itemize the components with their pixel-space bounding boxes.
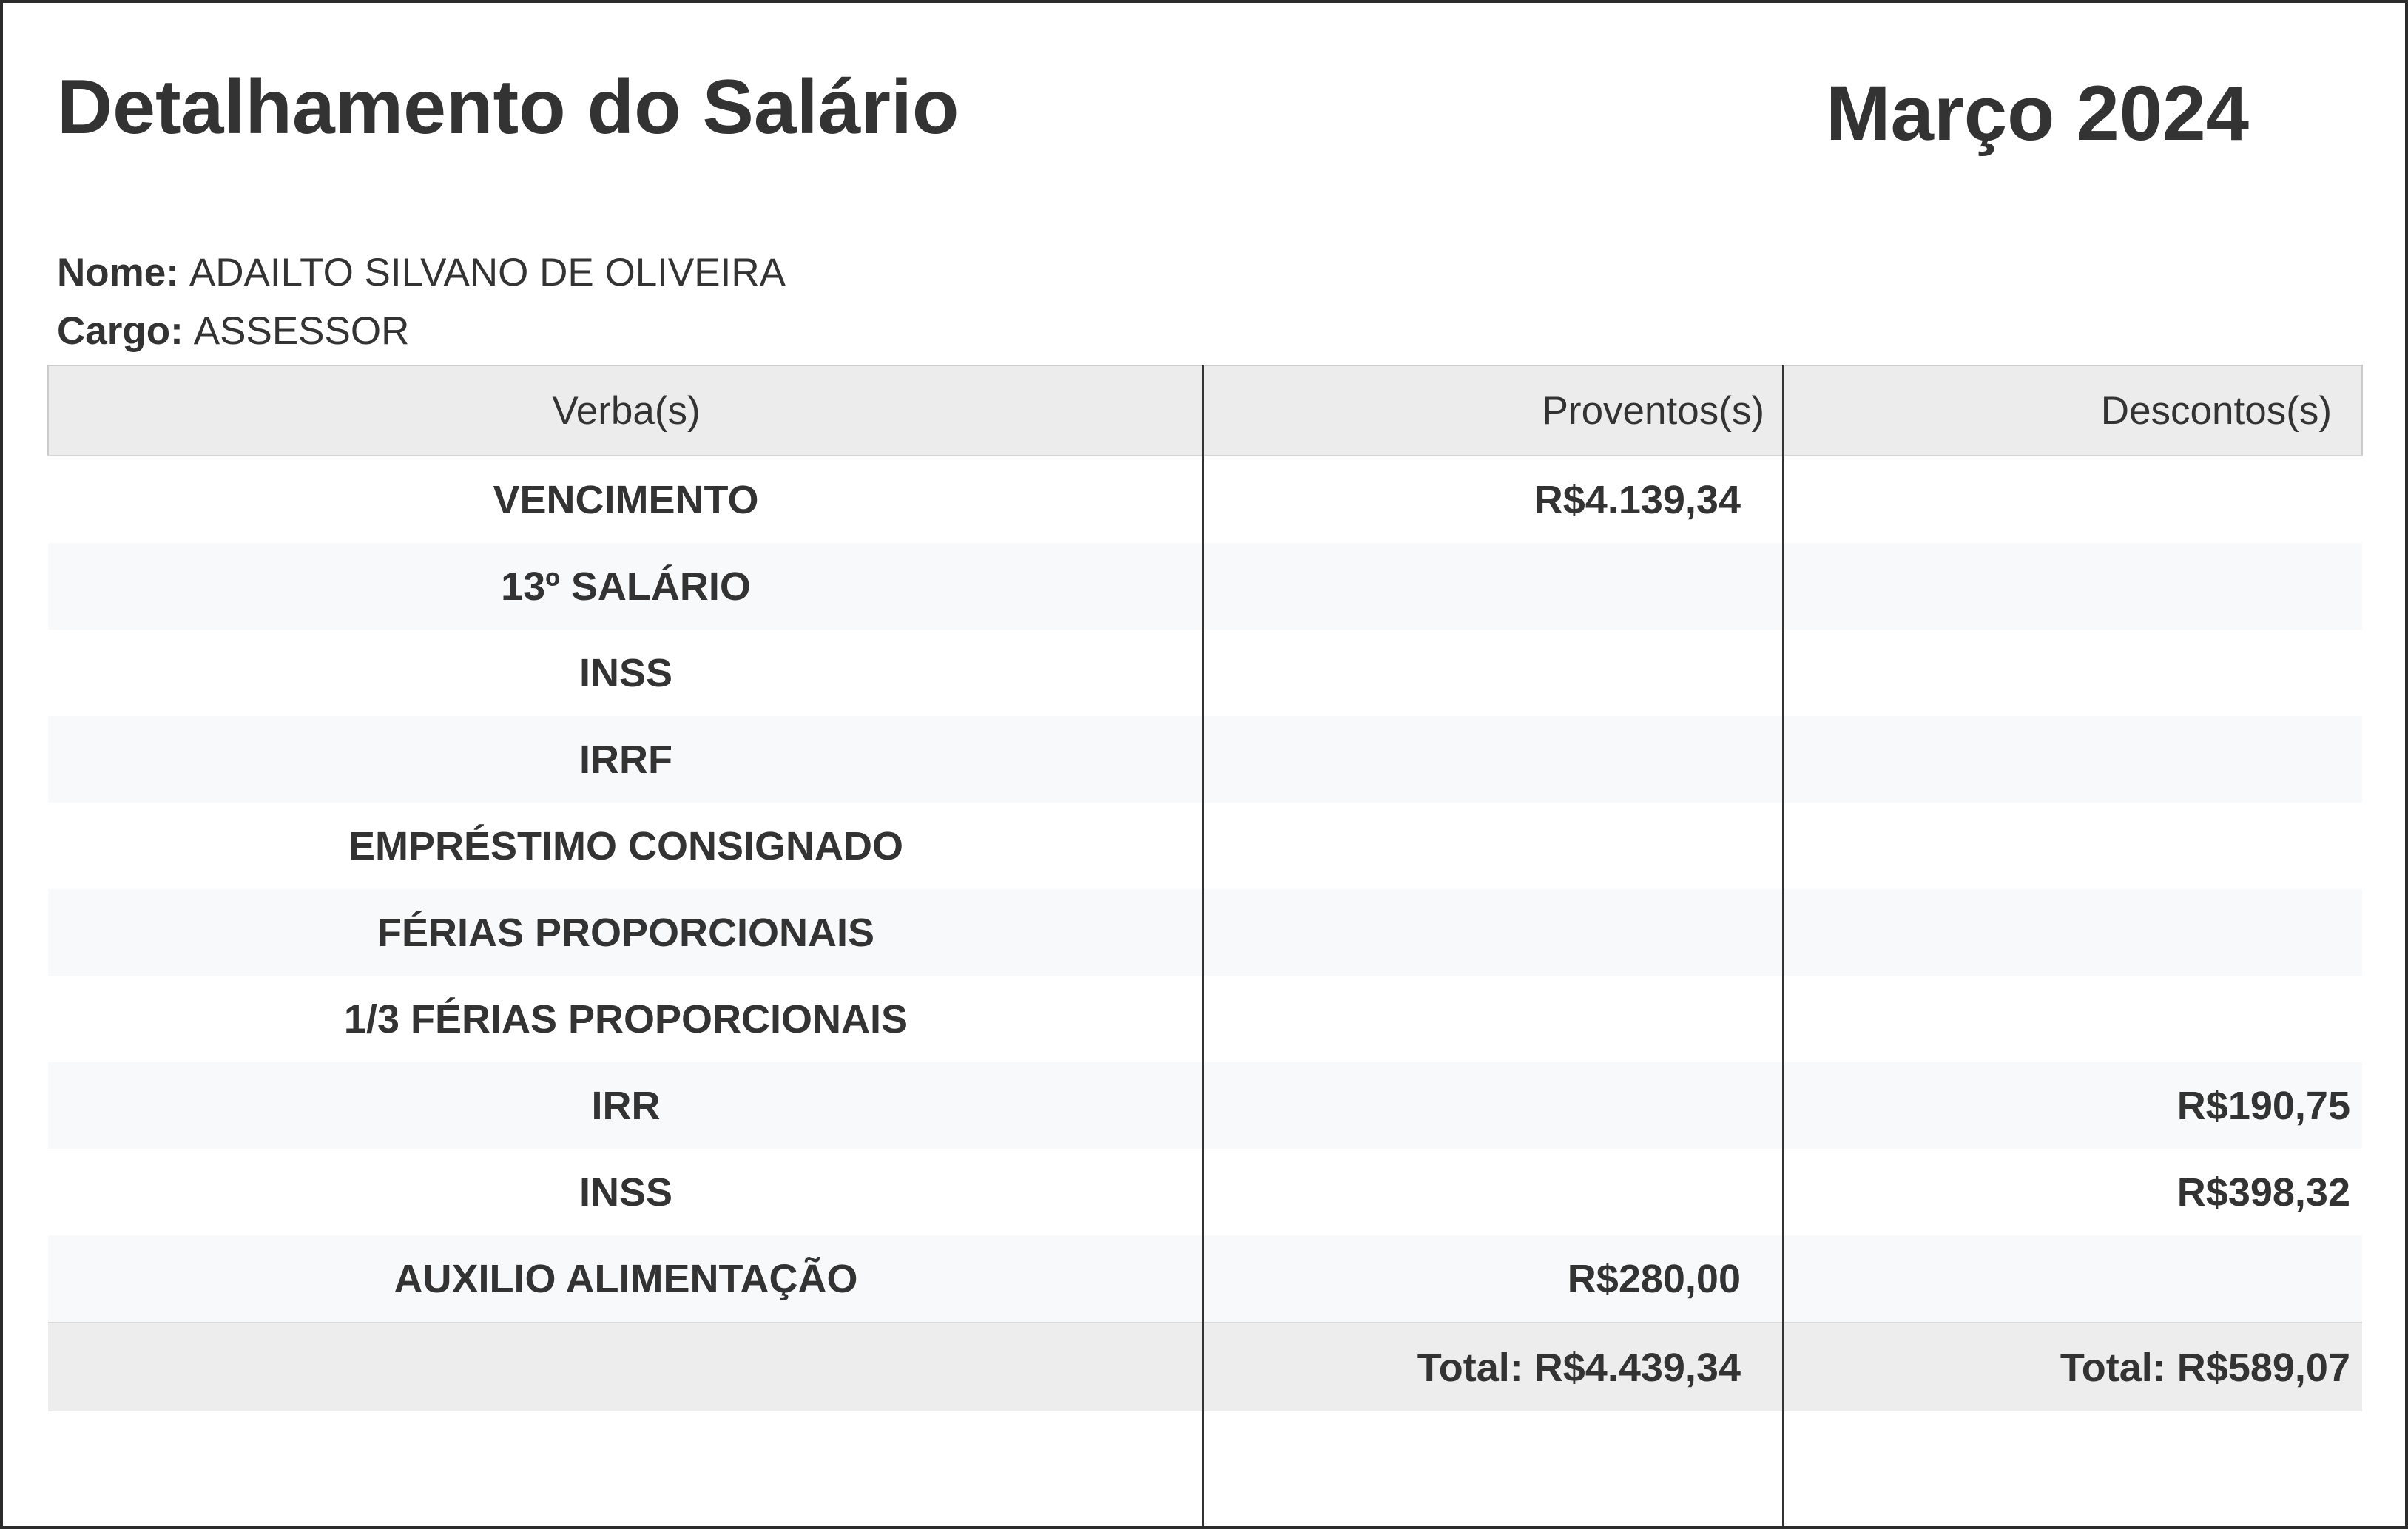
verba-cell: INSS [579,650,673,695]
role-label: Cargo: [57,309,183,353]
verba-cell: IRRF [48,716,1204,803]
table-row [48,456,2362,543]
proventos-cell: R$280,00 [1204,1235,1784,1323]
descontos-cell [1784,543,2362,630]
column-header-descontos: Descontos(s) [1784,365,2362,456]
proventos-cell [1204,1062,1784,1149]
proventos-cell [1204,630,1784,716]
table-row [48,716,2362,803]
employee-name-line [57,249,786,297]
descontos-cell [1784,889,2362,976]
verba-cell: VENCIMENTO [493,477,759,522]
page-title: Detalhamento do Salário [57,64,960,150]
descontos-cell: R$398,32 [2176,1169,2350,1215]
table-row [48,1235,2362,1323]
descontos-cell [1784,976,2362,1062]
table-header-row [48,365,2362,456]
table-row [48,803,2362,889]
verba-cell: INSS [579,1169,673,1215]
descontos-cell [1784,1235,2362,1323]
proventos-cell [1204,803,1784,889]
column-divider-2 [1782,365,1784,1526]
verba-cell: 1/3 FÉRIAS PROPORCIONAIS [343,996,908,1042]
totals-proventos: Total: R$4.439,34 [1204,1323,1784,1411]
proventos-cell [1204,889,1784,976]
period-label: Março 2024 [1825,70,2249,157]
employee-role: ASSESSOR [193,309,410,353]
verba-cell: 13º SALÁRIO [48,543,1204,630]
verba-cell: AUXILIO ALIMENTAÇÃO [48,1235,1204,1323]
descontos-cell [1784,630,2362,716]
proventos-cell [1204,543,1784,630]
table-row [48,976,2362,1062]
descontos-cell [1784,456,2362,543]
employee-role-line [57,308,409,355]
salary-table [47,365,2363,1411]
verba-cell: EMPRÉSTIMO CONSIGNADO [348,823,904,868]
table-row [48,1149,2362,1235]
totals-descontos: Total: R$589,07 [1784,1323,2362,1411]
table-row [48,630,2362,716]
verba-cell: IRR [48,1062,1204,1149]
proventos-cell [1204,976,1784,1062]
descontos-cell [1784,716,2362,803]
proventos-cell: R$4.139,34 [1534,477,1741,522]
proventos-cell [1204,716,1784,803]
descontos-cell: R$190,75 [1784,1062,2362,1149]
totals-row [48,1323,2362,1411]
table-row [48,1062,2362,1149]
descontos-cell [1784,803,2362,889]
name-label: Nome: [57,251,179,294]
column-header-verba: Verba(s) [48,365,1204,456]
proventos-cell [1204,1149,1784,1235]
verba-cell: FÉRIAS PROPORCIONAIS [48,889,1204,976]
column-divider-1 [1202,365,1204,1526]
column-header-proventos: Proventos(s) [1204,365,1784,456]
table-row [48,543,2362,630]
table-row [48,889,2362,976]
totals-empty-cell [48,1323,1204,1411]
employee-name: ADAILTO SILVANO DE OLIVEIRA [189,251,786,294]
